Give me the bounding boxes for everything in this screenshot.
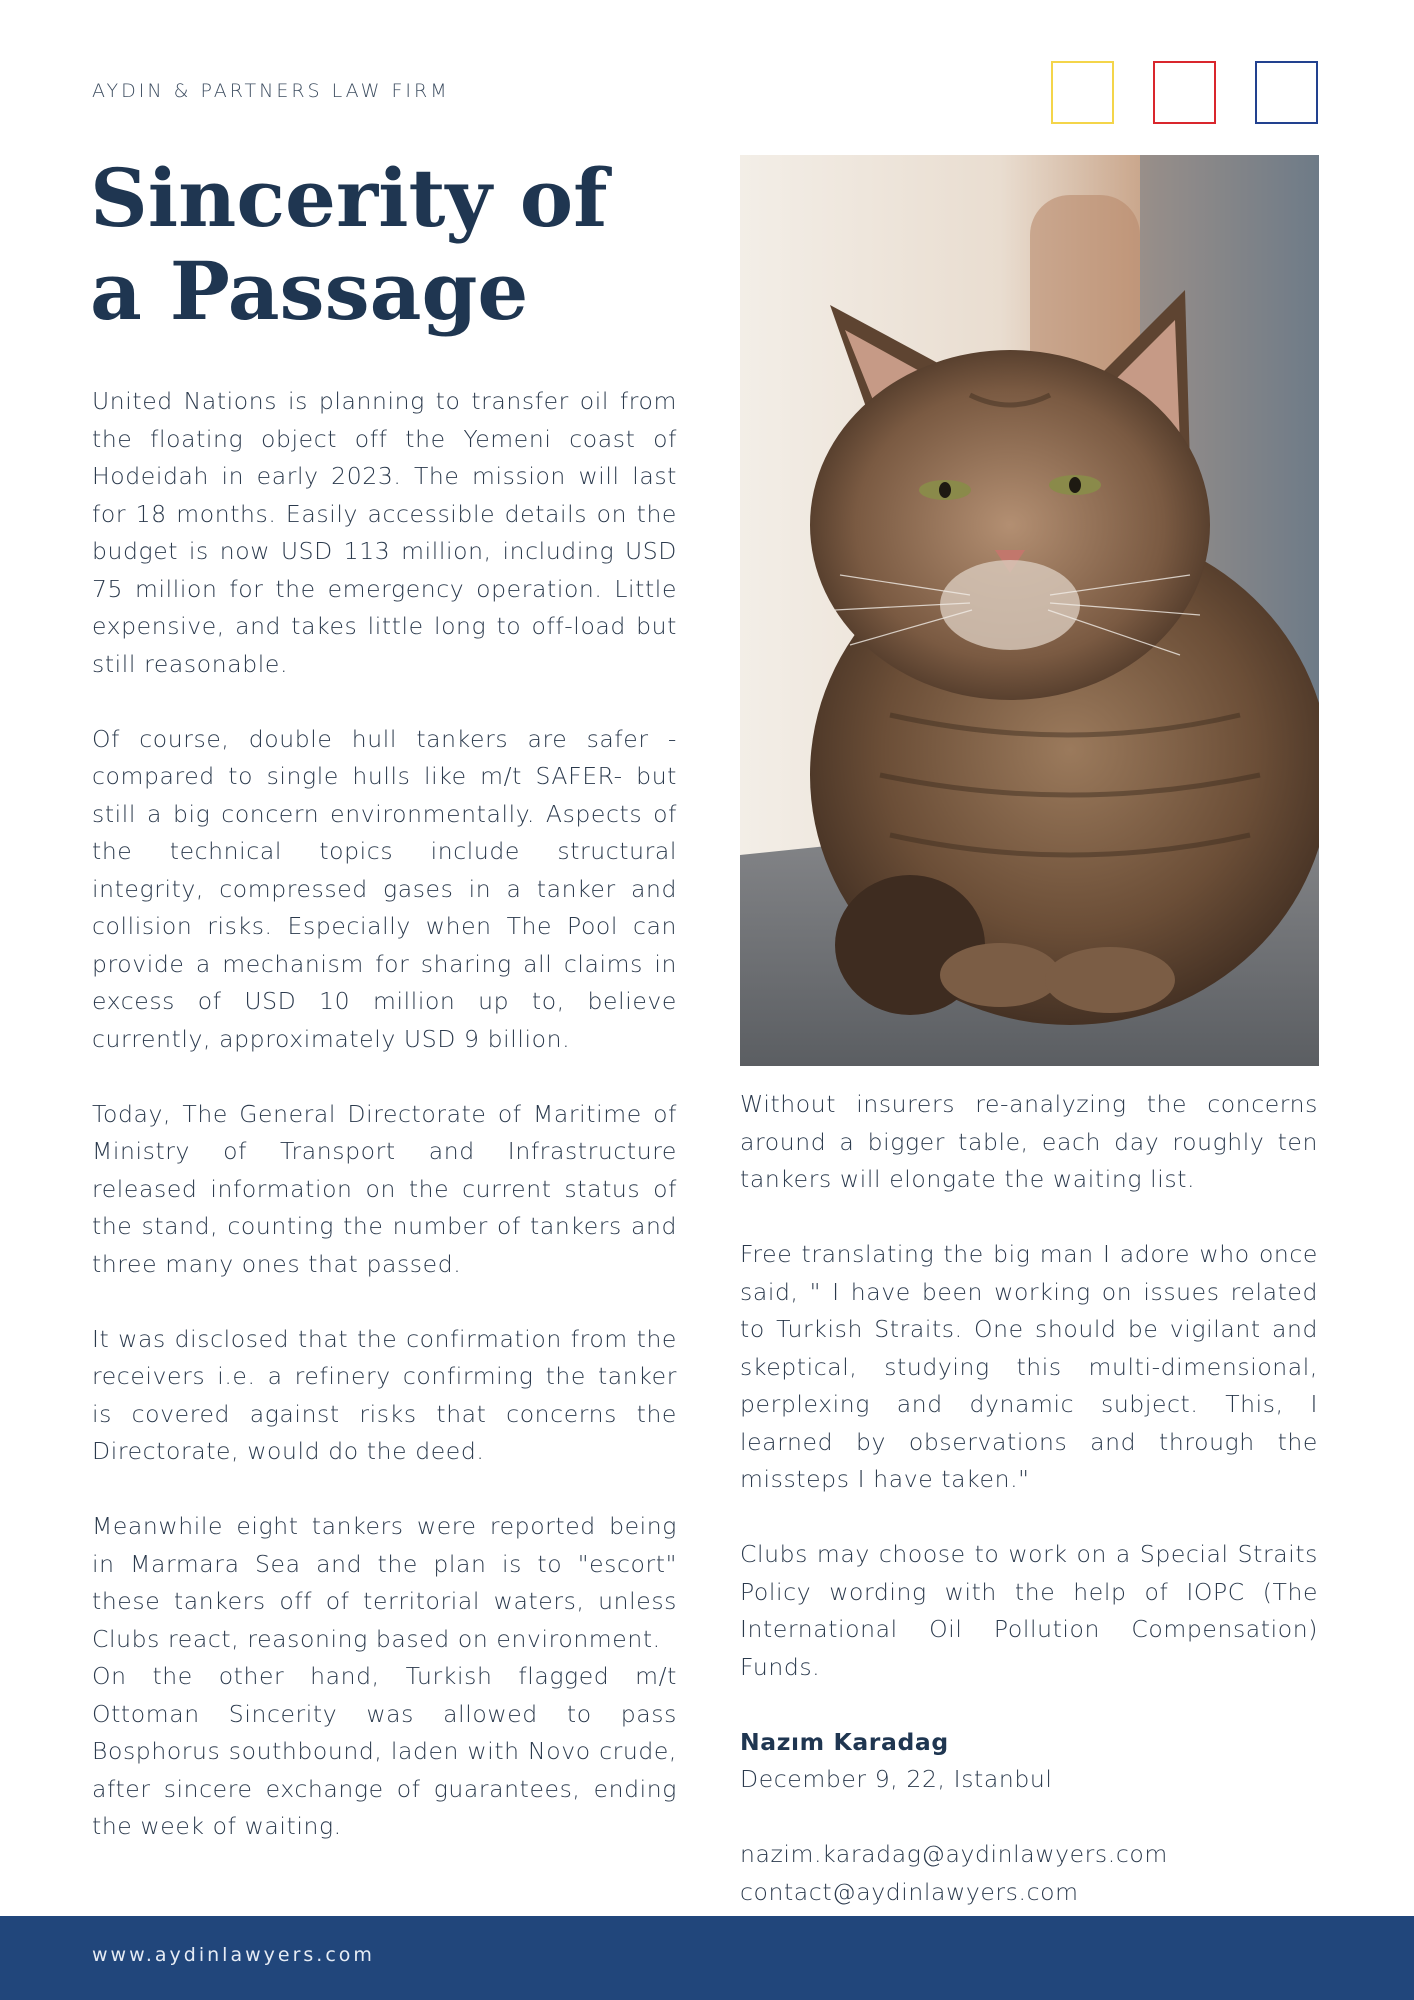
title-line-1: Sincerity of: [90, 151, 608, 245]
email-link[interactable]: nazim.karadag@aydinlawyers.com: [740, 1840, 1168, 1868]
paragraph: Free translating the big man I adore who once said, " I have been working on issues related to Turkish Straits. One should be vigilant and skeptical, studying this multi-dimensional, perplexing and dynamic subject. This, I learned by observations and through the missteps I have taken.": [740, 1240, 1318, 1493]
brand-squares: [1051, 61, 1318, 124]
website-link[interactable]: www.aydinlawyers.com: [92, 1944, 375, 1966]
firm-name: AYDIN & PARTNERS LAW FIRM: [92, 80, 450, 102]
paragraph: Of course, double hull tankers are safer -compared to single hulls like m/t SAFER- but still a big concern environmentally. Aspects of the technical topics include structural integrity, compressed gases in a tanker and collision risks. Especially when The Pool can provide a mechanism for sharing all claims in excess of USD 10 million up to, believe currently, approximately USD 9 billion.: [92, 724, 677, 1053]
yellow-square: [1051, 61, 1114, 124]
author-name: Nazım Karadag: [740, 1727, 949, 1756]
paragraph: Without insurers re-analyzing the concerns around a bigger table, each day roughly ten tankers will elongate the waiting list.: [740, 1090, 1318, 1193]
email-link[interactable]: contact@aydinlawyers.com: [740, 1877, 1079, 1906]
red-square: [1153, 61, 1216, 124]
page-title: [90, 152, 710, 338]
dateline: December 9, 22, Istanbul: [740, 1765, 1053, 1793]
footer-bar: [0, 1916, 1414, 2000]
paragraph: Today, The General Directorate of Maritime of Ministry of Transport and Infrastructure released information on the current status of the stand, counting the number of tankers and three many ones that passed.: [92, 1099, 677, 1278]
left-column: [92, 383, 677, 1883]
paragraph: It was disclosed that the confirmation from the receivers i.e. a refinery confirming the tanker is covered against risks that concerns the Directorate, would do the deed.: [92, 1324, 677, 1465]
blue-square: [1255, 61, 1318, 124]
right-column: [740, 1086, 1318, 1911]
cat-photo: [740, 155, 1319, 1066]
paragraph: Meanwhile eight tankers were reported being in Marmara Sea and the plan is to "escort" these tankers off of territorial waters, unless Clubs react, reasoning based on environment.: [92, 1512, 677, 1653]
paragraph: On the other hand, Turkish flagged m/t Ottoman Sincerity was allowed to pass Bosphorus southbound, laden with Novo crude, after sincere exchange of guarantees, ending the week of waiting.: [92, 1662, 677, 1840]
title-line-2: a Passage: [90, 244, 529, 338]
paragraph: Clubs may choose to work on a Special Straits Policy wording with the help of IOPC (The International Oil Pollution Compensation) Funds.: [740, 1540, 1318, 1681]
paragraph: United Nations is planning to transfer oil from the floating object off the Yemeni coast of Hodeidah in early 2023. The mission will last for 18 months. Easily accessible details on the budget is now USD 113 million, including USD 75 million for the emergency operation. Little expensive, and takes little long to off-load but still reasonable.: [92, 387, 677, 678]
